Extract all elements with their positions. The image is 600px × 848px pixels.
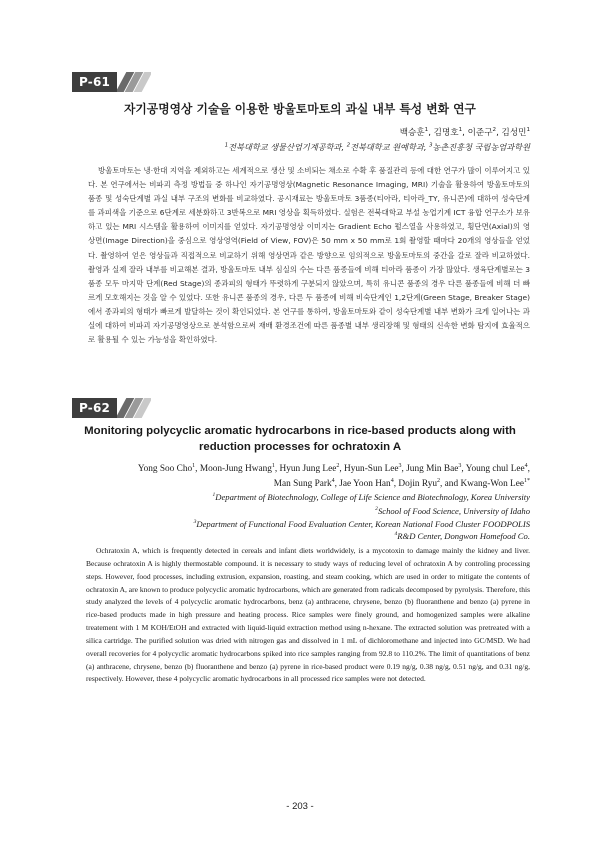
affiliation [375,506,530,516]
badge-stripes [117,398,151,418]
abstract-body: 방울토마토는 냉·한대 지역을 제외하고는 세계적으로 생산 및 소비되는 채소로 수확 후 품질관리 등에 대한 연구가 많이 이루어지고 있다. 본 연구에서는 비파괴 측정 방법들 중 하나인 자기공명영상(Magnetic Resonance Imaging, MRI) 기술을 활용하여 방울토마토의 품종 및 성숙단계별 과실 내부 구조의 변화를 비교하였다. 공시재료는 방울토마토 3품종(티아라, 티아라_TY, 유니콘)에 대하여 성숙단계를 과피색을 기준으로 6단계로 세분화하고 3반복으로 MRI 영상을 획득하였다. 실험은 전북대학교 부설 농업기계 ICT 융합 연구소가 보유하고 있는 MRI 시스템을 활용하여 이미지를 얻었다. 자기공명영상 이미지는 Gradient Echo 펄스열을 사용하였고, 횡단면(Axial)의 영상면(Image Direction)을 중심으로 영상영역(Field of View, FOV)은 50 mm x 50 mm로 1회 촬영할 때마다 20개의 영상들을 얻었다. 촬영하여 얻은 영상들과 직접적으로 비교하기 위해 영상면과 같은 방향으로 임의적으로 방울토마토의 중간을 갈로 잘라 비교하였다. 촬영과 실제 잘라 내부를 비교해본 결과, 방울토마토 내부 심실의 수는 다른 품종들에 비해 티아라 품종이 가장 많았다. 생육단계별로는 3품종 모두 마지막 단계(Red Stage)의 종과피의 형태가 뚜렷하게 구분되지 않았으며, 특히 유니콘 품종의 경우 다른 품종들에 비해 더 빠르게 모호해지는 것을 알 수 있었다. 또한 유니콘 품종의 경우, 다른 두 품종에 비해 비숙단계인 1,2단계(Green Stage, Breaker Stage)에서 종과피의 형태가 빠르게 발달하는 것이 확인되었다. 본 연구를 통하여, 방울토마토와 같이 성숙단계별 내부 변화가 크게 일어나는 과실에 대하여 비파괴 자기공명영상으로 분석함으로써 재배 환경조건에 따른 품종별 내부 생리장해 및 형태의 신속한 변화 탐지에 효율적으로 활용될 수 있는 가능성을 확인하였다. [88,166,530,345]
author-sup: 2 [437,477,441,484]
affil-text: School of Food Science, University of Idaho [377,506,530,516]
affil-sup: 4 [394,531,398,538]
affiliation: 농촌진흥청 국립농업과학원 [432,142,530,152]
author-list: 백승훈$^1$, 김명호$^1$, 이준구$^2$, 김성민$^1$ [399,127,530,138]
author-sup: 4 [390,477,394,484]
affil-sup: 2 [375,506,378,513]
author-sup: 1 [192,462,196,469]
author-sup: 4 [524,462,528,469]
author-name: 이준구 [467,128,493,138]
author-sup: 1 [424,127,429,134]
abstract-title [66,424,534,455]
affiliation: 전북대학교 생물산업기계공학과 [228,142,342,152]
abstract-title: 자기공명영상 기술을 이용한 방울토마토의 과실 내부 특성 변화 연구 [124,102,476,116]
author-name: Young chul Lee [465,464,525,474]
title-line: reduction processes for ochratoxin A [198,440,402,453]
author-name: Jung Min Bae [406,464,459,474]
author-sup: 1 [458,127,463,134]
affil-sup: 3 [193,519,197,526]
author-sup: 2 [336,462,340,469]
affil-text: Department of Biotechnology, College of Life Science and Biotechnology, Korea University [215,492,530,502]
author-name: Yong Soo Cho [137,464,193,474]
affil-sup: 1 [212,492,216,499]
abstract-badge-p61 [72,72,151,92]
affil-text: R&D Center, Dongwon Homefood Co. [397,531,530,541]
author-name: Man Sung Park [273,478,332,489]
affiliation [394,531,530,541]
author-sup: 3 [458,462,462,469]
affil-sup: 3 [429,142,433,149]
author-name: Hyun Jung Lee [279,464,337,474]
abstract-body: Ochratoxin A, which is frequently detected in cereals and infant diets worldwidely, is a mycotoxin to damage mainly the kidney and liver. Because ochratoxin A is highly thermostable compound. it is necessary to study ways of reducing level of ochratoxin A by controling processing steps. However, food processes, including extrusion, expansion, roasting, and steam cooking, which are used in order to mitigate the contents of ochratoxin A, are known to produce polycyclic aromatic hydrocarbons, which are generated from radicals decomposed by pyrolysis. Therefore, this study analyzed the levels of 4 polycyclic aromatic hydrocarbons, benz (a) anthracene, chrysene, benzo (b) fluoranthene and benzo (a) pyrene in rice-based products made in high pressure and heating process. Rice samples were finely ground, and homogenized samples were alkaline treatement with 1 M KOH/EtOH and extracted with liquid-liquid extraction method using n-hexane. The extracted solution was pretreated with a silica cartridge. The purified solution was dried with nitrogen gas and dissolved in 1 mL of dichloromethane and injected into GC/MSD. We had overall recoveries for 4 polycyclic aromatic hydrocarbons spiked into rice samples ranging from 92.8 to 110.2%. The limit of quantitations of benz (a) anthracene, chrysene, benzo (b) fluoranthene and benzo (a) pyrene in rice-based product were 0.19 ng/g, 0.38 ng/g, 0.51 ng/g, and 0.31 ng/g, respectively. However, these 4 polycyclic aromatic hydrocarbons in all processed rice samples were not detected. [86,546,530,684]
abstract-badge-p62 [72,398,151,418]
affiliation-list: $^1$전북대학교 생물산업기계공학과, $^2$전북대학교 원예학과, $^3$농촌진흥청 국립농업과학원 [224,142,530,152]
affil-sup: 2 [346,142,351,149]
author-sup: 1 [271,462,275,469]
page-number: - 203 - [286,801,314,812]
author-name: 김성민 [501,128,527,138]
author-name: 백승훈 [399,128,425,138]
badge-label: P-62 [72,398,117,418]
author-name: Jae Yoon Han [339,478,391,489]
affiliation: 전북대학교 원예학과 [350,142,424,152]
author-sup: 1 [526,127,530,134]
author-sup: 3 [398,462,402,469]
author-sup: 1* [523,477,530,484]
badge-label: P-61 [72,72,117,92]
title-line: Monitoring polycyclic aromatic hydrocarbons in rice-based products along with [84,425,516,437]
author-name: 김명호 [433,128,459,138]
badge-stripes [117,72,151,92]
author-name: Kwang-Won Lee [460,478,524,489]
author-name: Moon-Jung Hwang [199,464,272,474]
author-name: Hyun-Sun Lee [344,464,399,474]
affil-sup: 1 [224,142,229,149]
author-list: Yong Soo Cho$^1$, Moon-Jung Hwang$^1$, Hyun Jung Lee$^2$, Hyun-Sun Lee$^3$, Jung Min Bae$^3$, Young chul Lee$^4$, Man Sung Park$^4$, Jae Yoon Han$^4$, Dojin Ryu$^2$, and Kwang-Won Lee$^{1*}$ [137,462,530,489]
author-name: Dojin Ryu [398,478,438,489]
author-sup: 2 [492,127,497,134]
affiliation [212,492,530,502]
affil-text: Department of Functional Food Evaluation Center, Korean National Food Cluster FOODPOLIS [196,519,530,529]
affiliation [194,519,530,529]
author-sup: 4 [331,477,335,484]
